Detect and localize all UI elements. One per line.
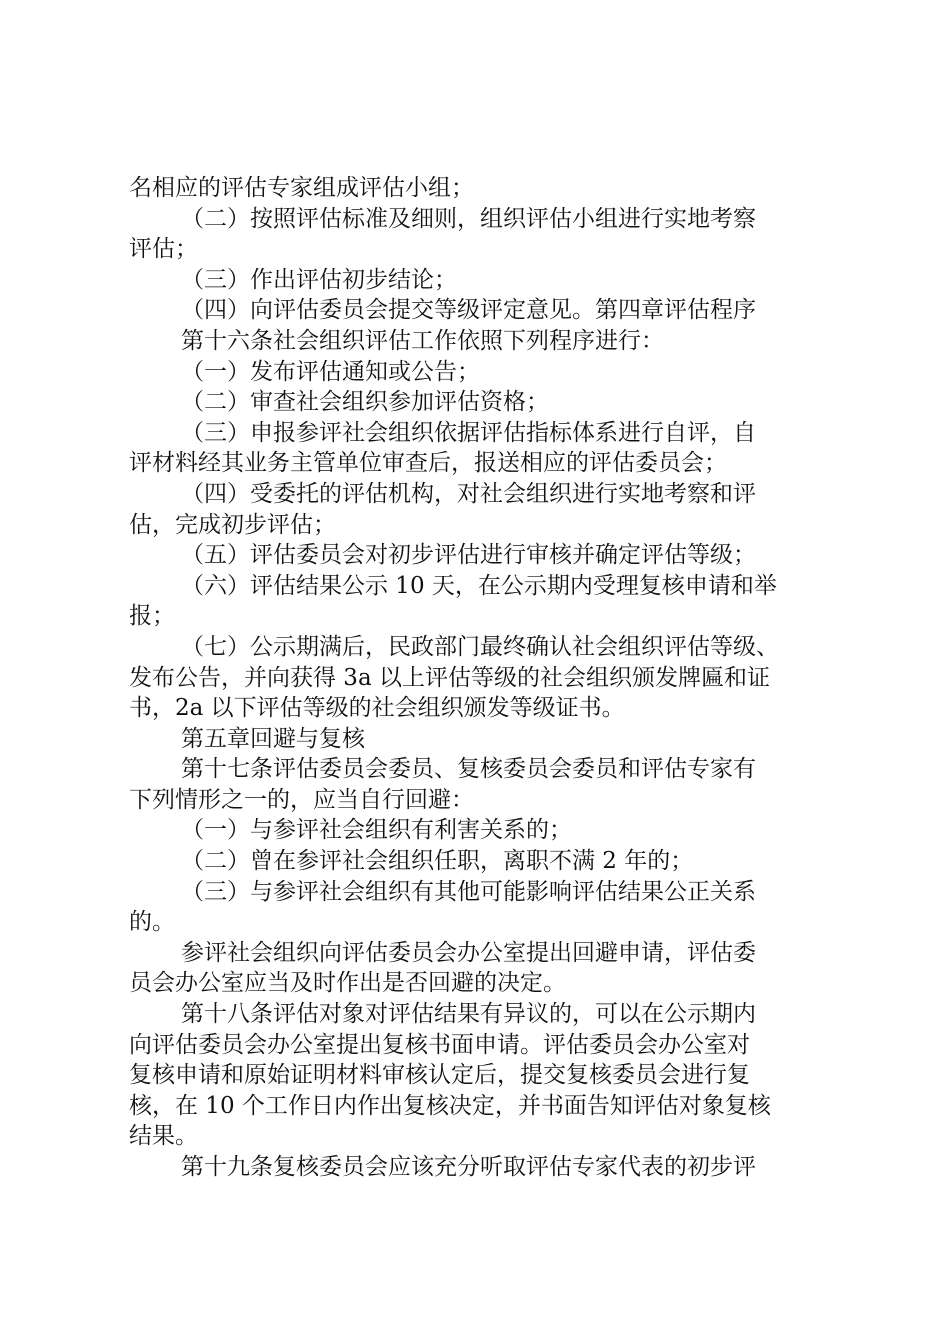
text-line: 报； <box>129 603 175 630</box>
text-line: （三）申报参评社会组织依据评估指标体系进行自评，自 <box>181 419 756 446</box>
text-line: 名相应的评估专家组成评估小组； <box>129 175 474 201</box>
document-body <box>129 173 829 1183</box>
text-line: 第五章回避与复核 <box>181 725 365 752</box>
text-line: （七）公示期满后，民政部门最终确认社会组织评估等级、 <box>181 633 779 660</box>
text-line: 发布公告，并向获得 3a 以上评估等级的社会组织颁发牌匾和证 <box>129 664 770 691</box>
text-line: 评估； <box>129 236 198 263</box>
text-line: 书，2a 以下评估等级的社会组织颁发等级证书。 <box>129 695 625 722</box>
text-line: （三）作出评估初步结论； <box>181 266 457 293</box>
text-line: （一）与参评社会组织有利害关系的； <box>181 817 572 844</box>
text-line: 复核申请和原始证明材料审核认定后，提交复核委员会进行复 <box>129 1062 750 1089</box>
text-line: （二）按照评估标准及细则，组织评估小组进行实地考察 <box>181 205 756 232</box>
text-line: 第十九条复核委员会应该充分听取评估专家代表的初步评 <box>181 1154 756 1180</box>
text-line: 核，在 10 个工作日内作出复核决定，并书面告知评估对象复核 <box>129 1092 771 1119</box>
text-line: 评材料经其业务主管单位审查后，报送相应的评估委员会； <box>129 450 727 477</box>
text-line: 员会办公室应当及时作出是否回避的决定。 <box>129 970 566 997</box>
text-line: 的。 <box>129 909 175 936</box>
text-line: （五）评估委员会对初步评估进行审核并确定评估等级； <box>181 542 756 569</box>
text-line: （六）评估结果公示 10 天，在公示期内受理复核申请和举 <box>181 572 777 599</box>
text-line: 第十七条评估委员会委员、复核委员会委员和评估专家有 <box>181 756 756 783</box>
text-line: 下列情形之一的，应当自行回避： <box>129 786 474 813</box>
text-line: 第十八条评估对象对评估结果有异议的，可以在公示期内 <box>181 1001 756 1028</box>
text-line: 估，完成初步评估； <box>129 511 336 538</box>
text-line: （二）曾在参评社会组织任职，离职不满 2 年的； <box>181 848 694 875</box>
text-line: 参评社会组织向评估委员会办公室提出回避申请，评估委 <box>181 939 756 966</box>
text-line: 结果。 <box>129 1123 198 1150</box>
text-line: 向评估委员会办公室提出复核书面申请。评估委员会办公室对 <box>129 1031 750 1058</box>
text-line: （二）审查社会组织参加评估资格； <box>181 389 549 416</box>
text-line: （三）与参评社会组织有其他可能影响评估结果公正关系 <box>181 878 756 905</box>
text-line: （一）发布评估通知或公告； <box>181 358 480 385</box>
text-line: （四）向评估委员会提交等级评定意见。第四章评估程序 <box>181 297 756 324</box>
text-line: （四）受委托的评估机构，对社会组织进行实地考察和评 <box>181 480 756 507</box>
text-line: 第十六条社会组织评估工作依照下列程序进行： <box>181 327 664 354</box>
